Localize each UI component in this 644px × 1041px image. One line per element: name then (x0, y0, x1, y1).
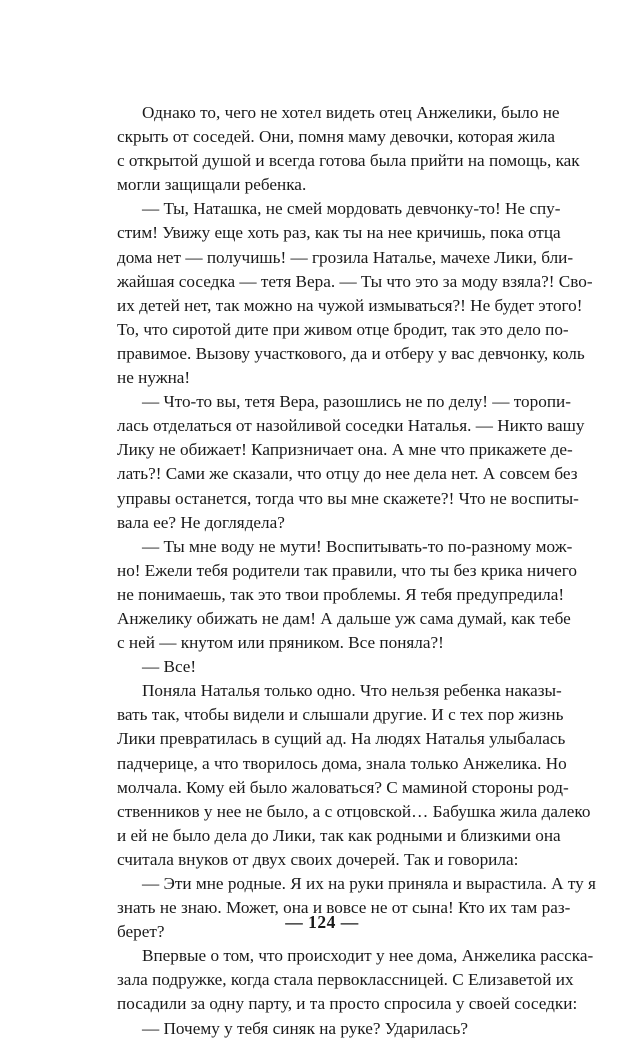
text-line: берет? (117, 922, 165, 942)
body-text (117, 101, 596, 1041)
text-line: дома нет — получишь! — грозила Наталье, мачехе Лики, бли- (117, 247, 574, 267)
text-line: стим! Увижу еще хоть раз, как ты на нее кричишь, пока отца (117, 223, 561, 243)
text-line: Лику не обижает! Капризничает она. А мне что прикажете де- (117, 440, 573, 460)
text-line: с открытой душой и всегда готова была прийти на помощь, как (117, 151, 580, 171)
text-line: лать?! Сами же сказали, что отцу до нее дела нет. А совсем без (117, 464, 578, 484)
text-line: правимое. Вызову участкового, да и отберу у вас девчонку, коль (117, 343, 585, 363)
text-line: То, что сиротой дите при живом отце бродит, так это дело по- (117, 319, 569, 339)
text-line: Однако то, чего не хотел видеть отец Анжелики, было не (142, 103, 560, 122)
text-line: — Ты, Наташка, не смей мордовать девчонку-то! Не спу- (142, 199, 561, 219)
text-line: вала ее? Не доглядела? (117, 512, 285, 532)
text-line: скрыть от соседей. Они, помня маму девочки, которая жила (117, 127, 556, 147)
text-line: лась отделаться от назойливой соседки Наталья. — Никто вашу (117, 416, 585, 436)
text-line: не понимаешь, так это твои проблемы. Я тебя предупредила! (117, 584, 565, 604)
text-line: их детей нет, так можно на чужой измываться?! Не будет этого! (117, 295, 583, 315)
text-line: Анжелику обижать не дам! А дальше уж сама думай, как тебе (117, 608, 571, 628)
text-line: Поняла Наталья только одно. Что нельзя ребенка наказы- (142, 681, 562, 701)
text-line: не нужна! (117, 368, 191, 388)
text-line: знать не знаю. Может, она и вовсе не от сына! Кто их там раз- (117, 898, 571, 918)
text-line: — Что-то вы, тетя Вера, разошлись не по делу! — торопи- (142, 392, 571, 412)
text-line: зала подружке, когда стала первоклассницей. С Елизаветой их (117, 970, 574, 990)
text-line: но! Ежели тебя родители так правили, что ты без крика ничего (117, 560, 577, 580)
text-line: падчерице, а что творилось дома, знала только Анжелика. Но (117, 753, 567, 773)
text-line: считала внуков от двух своих дочерей. Так и говорила: (117, 849, 519, 869)
text-line: Лики превратилась в сущий ад. На людях Наталья улыбалась (117, 729, 566, 749)
text-line: — Почему у тебя синяк на руке? Ударилась? (142, 1018, 468, 1038)
text-line: молчала. Кому ей было жаловаться? С маминой стороны род- (117, 777, 569, 797)
text-line: Впервые о том, что происходит у нее дома, Анжелика расска- (142, 946, 594, 966)
text-line: — Ты мне воду не мути! Воспитывать-то по-разному мож- (142, 536, 573, 556)
text-line: жайшая соседка — тетя Вера. — Ты что это за моду взяла?! Сво- (117, 271, 593, 291)
text-line: ственников у нее не было, а с отцовской… Бабушка жила далеко (117, 801, 591, 821)
text-line: — Эти мне родные. Я их на руки приняла и вырастила. А ту я (142, 874, 596, 893)
text-line: и ей не было дела до Лики, так как родными и близкими она (117, 825, 561, 845)
text-line: с ней — кнутом или пряником. Все поняла?! (117, 633, 444, 653)
page-number: — 124 — (285, 912, 359, 932)
text-line: посадили за одну парту, и та просто спросила у своей соседки: (117, 994, 578, 1014)
text-line: могли защищали ребенка. (117, 175, 307, 195)
text-line: управы останется, тогда что вы мне скажете?! Что не воспиты- (117, 488, 579, 508)
text-line: — Все! (142, 657, 197, 677)
text-line: вать так, чтобы видели и слышали другие. И с тех пор жизнь (117, 705, 564, 725)
